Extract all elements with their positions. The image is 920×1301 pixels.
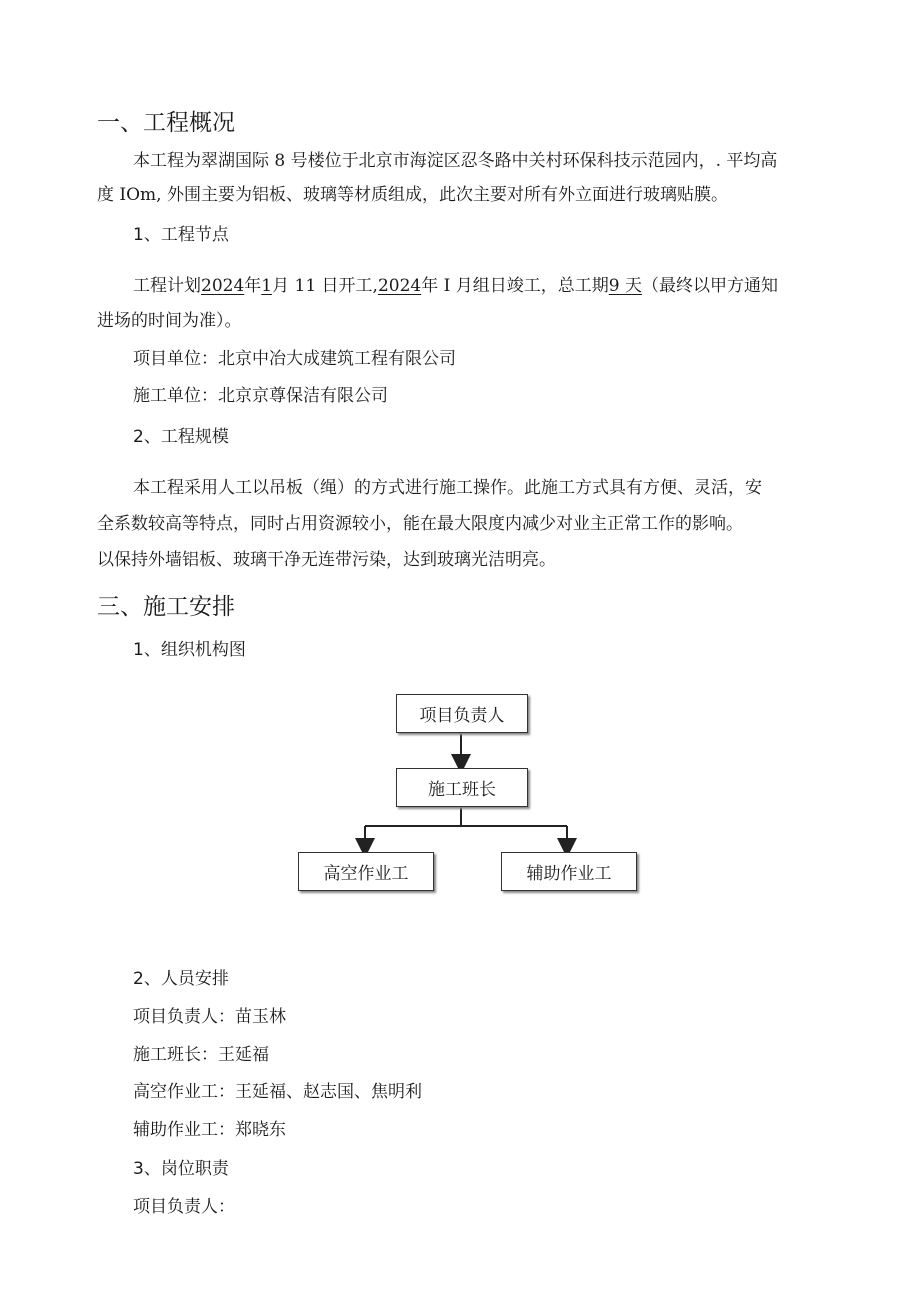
staff-item: 施工班长：王延福	[133, 1045, 269, 1065]
start-month: 1	[261, 276, 273, 296]
subheading-org-chart: 1、组织机构图	[133, 640, 246, 660]
overview-line-2: 度 IOm, 外围主要为铝板、玻璃等材质组成，此次主要对所有外立面进行玻璃贴膜。	[97, 185, 728, 205]
subheading-duties: 3、岗位职责	[133, 1159, 229, 1179]
staff-item: 辅助作业工：郑晓东	[133, 1120, 286, 1140]
schedule-text: 年	[244, 276, 262, 296]
duration: 9 天	[608, 276, 642, 296]
org-box-auxiliary-worker: 辅助作业工	[501, 852, 637, 891]
construction-unit: 施工单位：北京京尊保洁有限公司	[133, 386, 388, 406]
duty-label: 项目负责人：	[133, 1197, 235, 1217]
staff-item: 高空作业工：王延福、赵志国、焦明利	[133, 1082, 422, 1102]
project-unit: 项目单位：北京中冶大成建筑工程有限公司	[133, 349, 456, 369]
org-box-team-leader: 施工班长	[396, 768, 528, 807]
schedule-text: 工程计划	[133, 276, 201, 296]
end-year: 2024	[377, 276, 422, 296]
schedule-text: （最终以甲方通知	[641, 276, 778, 296]
section-heading-overview: 一、工程概况	[97, 110, 235, 136]
overview-line-1: 本工程为翠湖国际 8 号楼位于北京市海淀区忍冬路中关村环保科技示范园内，. 平均高	[133, 151, 778, 171]
schedule-text: 年 I 月组日竣工，总工期	[421, 276, 609, 296]
org-box-project-leader: 项目负责人	[396, 694, 528, 733]
subheading-scale: 2、工程规模	[133, 427, 229, 447]
scale-line-2: 全系数较高等特点，同时占用资源较小，能在最大限度内减少对业主正常工作的影响。	[97, 514, 743, 534]
subheading-staffing: 2、人员安排	[133, 969, 229, 989]
start-year: 2024	[201, 276, 245, 296]
schedule-line-2: 进场的时间为准）。	[97, 311, 242, 331]
scale-line-1: 本工程采用人工以吊板（绳）的方式进行施工操作。此施工方式具有方便、灵活，安	[133, 478, 762, 498]
subheading-milestones: 1、工程节点	[133, 225, 229, 245]
staff-item: 项目负责人：苗玉林	[133, 1007, 286, 1027]
scale-line-3: 以保持外墙铝板、玻璃干净无连带污染，达到玻璃光洁明亮。	[97, 550, 556, 570]
section-heading-arrangement: 三、施工安排	[97, 594, 235, 620]
schedule-text: 月 11 日开工,	[272, 276, 378, 296]
org-box-high-altitude-worker: 高空作业工	[298, 852, 434, 891]
